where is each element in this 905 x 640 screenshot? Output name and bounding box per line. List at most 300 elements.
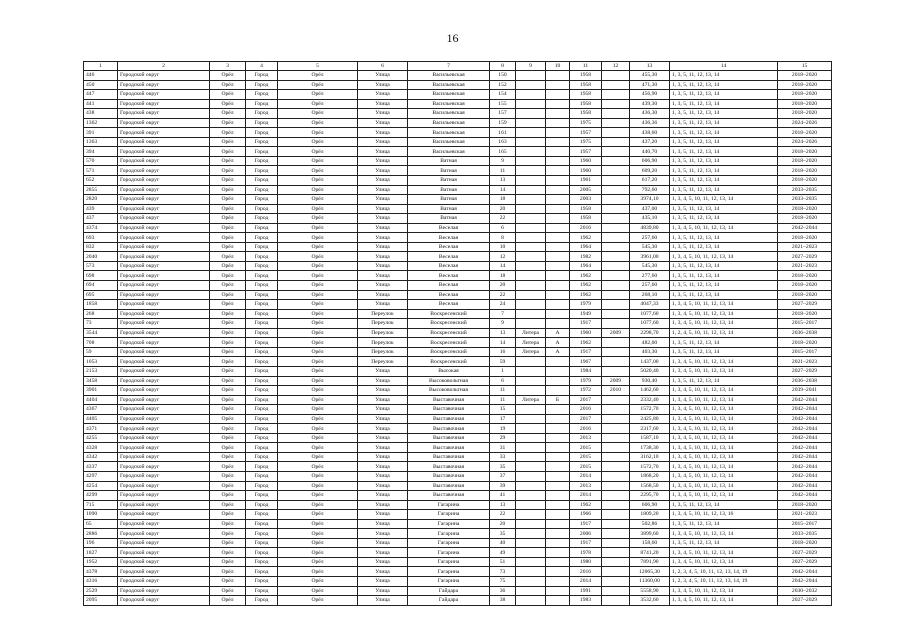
column-header: 15: [778, 62, 832, 71]
table-cell: Орёл: [210, 319, 246, 329]
table-cell: Гагарина: [408, 548, 490, 558]
table-cell: [602, 99, 630, 109]
table-cell: 1962: [570, 290, 602, 300]
page-number: 16: [446, 31, 459, 45]
table-cell: Город: [246, 500, 278, 510]
table-cell: 436,30: [630, 109, 670, 119]
table-cell: Город: [246, 576, 278, 586]
table-cell: 2018–2020: [778, 176, 832, 186]
table-cell: Орёл: [278, 309, 358, 319]
table-cell: Городской округ: [118, 529, 210, 539]
table-cell: Орёл: [210, 137, 246, 147]
table-cell: Городской округ: [118, 395, 210, 405]
table-row: [84, 452, 832, 462]
table-cell: 1053: [84, 357, 118, 367]
table-cell: Ватная: [408, 166, 490, 176]
table-cell: Воскресенский: [408, 328, 490, 338]
table-cell: Орёл: [278, 510, 358, 520]
table-cell: Город: [246, 147, 278, 157]
table-cell: 4255: [84, 433, 118, 443]
table-cell: 2015–2017: [778, 347, 832, 357]
table-cell: Орёл: [210, 414, 246, 424]
table-cell: 1966: [570, 510, 602, 520]
table-cell: [546, 185, 570, 195]
table-cell: 159: [490, 118, 516, 128]
table-cell: [546, 414, 570, 424]
table-cell: 7: [490, 309, 516, 319]
table-cell: Орёл: [210, 271, 246, 281]
table-cell: Улица: [358, 471, 408, 481]
table-cell: 1077,60: [630, 319, 670, 329]
table-cell: Городской округ: [118, 252, 210, 262]
table-cell: [546, 80, 570, 90]
table-cell: 2030–2032: [778, 586, 832, 596]
table-cell: [546, 137, 570, 147]
table-row: [84, 252, 832, 262]
table-cell: 2013: [570, 481, 602, 491]
table-cell: 2018–2020: [778, 147, 832, 157]
table-cell: 2018–2020: [778, 128, 832, 138]
table-cell: 4342: [84, 452, 118, 462]
table-cell: Выставочная: [408, 491, 490, 501]
table-cell: [516, 510, 546, 520]
table-cell: [602, 166, 630, 176]
table-cell: 1, 3, 5, 11, 12, 13, 14: [670, 80, 778, 90]
table-cell: Улица: [358, 443, 408, 453]
table-cell: [516, 519, 546, 529]
table-cell: Орёл: [210, 290, 246, 300]
table-cell: Городской округ: [118, 176, 210, 186]
table-cell: Город: [246, 491, 278, 501]
table-cell: 152: [490, 80, 516, 90]
table-cell: 51: [490, 557, 516, 567]
table-cell: Орёл: [278, 567, 358, 577]
table-cell: Выставочная: [408, 443, 490, 453]
table-cell: 2018–2020: [778, 80, 832, 90]
header-row: [84, 62, 832, 71]
table-cell: Орёл: [278, 99, 358, 109]
table-cell: Городской округ: [118, 328, 210, 338]
table-cell: [546, 529, 570, 539]
table-row: [84, 567, 832, 577]
table-cell: 1587,10: [630, 433, 670, 443]
table-cell: Орёл: [278, 596, 358, 606]
table-cell: 1, 3, 4, 5, 10, 11, 12, 13, 14: [670, 309, 778, 319]
table-cell: Выставочная: [408, 433, 490, 443]
table-cell: Городской округ: [118, 557, 210, 567]
table-cell: 4254: [84, 481, 118, 491]
table-cell: 196: [84, 538, 118, 548]
table-cell: 1, 3, 4, 5, 10, 11, 12, 13, 14: [670, 443, 778, 453]
table-cell: [516, 500, 546, 510]
table-cell: 545,30: [630, 261, 670, 271]
table-cell: [516, 176, 546, 186]
table-cell: Орёл: [278, 529, 358, 539]
table-cell: 20: [490, 519, 516, 529]
table-cell: Васильевская: [408, 71, 490, 81]
table-row: [84, 90, 832, 100]
table-cell: 40: [490, 538, 516, 548]
table-cell: Васильевская: [408, 80, 490, 90]
table-cell: [546, 366, 570, 376]
table-cell: Город: [246, 233, 278, 243]
table-cell: 1, 3, 5, 11, 12, 13, 14: [670, 242, 778, 252]
table-cell: Орёл: [278, 204, 358, 214]
table-cell: Орёл: [210, 471, 246, 481]
table-cell: А: [546, 338, 570, 348]
table-cell: [516, 376, 546, 386]
table-cell: [602, 185, 630, 195]
table-cell: [546, 452, 570, 462]
table-cell: Б: [546, 395, 570, 405]
table-cell: [602, 90, 630, 100]
table-cell: Улица: [358, 281, 408, 291]
table-cell: Орёл: [210, 366, 246, 376]
table-cell: 1, 3, 5, 11, 12, 13, 14: [670, 347, 778, 357]
table-cell: [602, 261, 630, 271]
table-cell: 2042–2044: [778, 567, 832, 577]
table-cell: 1, 3, 5, 11, 12, 13, 14: [670, 99, 778, 109]
table-cell: [546, 596, 570, 606]
table-cell: [516, 147, 546, 157]
table-cell: 6: [490, 223, 516, 233]
table-cell: 2042–2044: [778, 405, 832, 415]
table-cell: 1077,60: [630, 309, 670, 319]
table-cell: 4374: [84, 223, 118, 233]
table-cell: Орёл: [278, 328, 358, 338]
table-cell: 1975: [570, 118, 602, 128]
table-cell: 438: [84, 109, 118, 119]
table-cell: 1858: [84, 300, 118, 310]
table-cell: 11: [490, 166, 516, 176]
table-cell: 1, 3, 4, 5, 10, 11, 12, 13, 14: [670, 529, 778, 539]
table-cell: 1982: [570, 252, 602, 262]
table-cell: 2153: [84, 366, 118, 376]
table-cell: [516, 252, 546, 262]
table-cell: Орёл: [278, 481, 358, 491]
column-header: 5: [278, 62, 358, 71]
table-cell: [516, 309, 546, 319]
table-cell: [516, 156, 546, 166]
table-cell: [546, 176, 570, 186]
table-cell: Орёл: [210, 281, 246, 291]
table-cell: Васильевская: [408, 137, 490, 147]
table-cell: 2018–2020: [778, 204, 832, 214]
table-cell: 1975: [570, 137, 602, 147]
table-cell: Городской округ: [118, 586, 210, 596]
table-row: [84, 137, 832, 147]
table-cell: Орёл: [278, 271, 358, 281]
table-cell: Улица: [358, 214, 408, 224]
table-cell: 2009: [602, 328, 630, 338]
table-cell: Гагарина: [408, 510, 490, 520]
table-cell: Улица: [358, 300, 408, 310]
table-cell: 2033–2035: [778, 185, 832, 195]
table-cell: 1, 2, 3, 4, 5, 10, 11, 12, 13, 14, 19: [670, 576, 778, 586]
table-cell: 450: [84, 80, 118, 90]
table-cell: [516, 586, 546, 596]
table-cell: 1809,20: [630, 510, 670, 520]
table-cell: 2317,60: [630, 424, 670, 434]
table-cell: Васильевская: [408, 147, 490, 157]
table-cell: Веселая: [408, 290, 490, 300]
table-cell: Улица: [358, 80, 408, 90]
table-cell: 1, 3, 5, 11, 12, 13, 14: [670, 281, 778, 291]
table-cell: Город: [246, 548, 278, 558]
table-cell: [602, 195, 630, 205]
table-cell: [602, 596, 630, 606]
table-cell: Орёл: [278, 538, 358, 548]
table-cell: 1, 3, 5, 11, 12, 13, 14: [670, 71, 778, 81]
table-cell: 2018–2020: [778, 214, 832, 224]
table-cell: Высокая: [408, 366, 490, 376]
table-cell: 930,40: [630, 376, 670, 386]
table-cell: 2042–2044: [778, 576, 832, 586]
column-header: 4: [246, 62, 278, 71]
table-cell: Городской округ: [118, 223, 210, 233]
table-cell: Город: [246, 137, 278, 147]
table-cell: 4839,80: [630, 223, 670, 233]
table-cell: Орёл: [278, 338, 358, 348]
table-cell: [546, 576, 570, 586]
table-cell: [546, 261, 570, 271]
table-cell: Орёл: [278, 242, 358, 252]
table-cell: Городской округ: [118, 424, 210, 434]
table-cell: 268,10: [630, 290, 670, 300]
table-cell: Гагарина: [408, 519, 490, 529]
table-cell: Город: [246, 128, 278, 138]
table-cell: [602, 548, 630, 558]
table-cell: 163: [490, 137, 516, 147]
table-cell: Орёл: [278, 214, 358, 224]
table-row: [84, 195, 832, 205]
table-cell: Орёл: [278, 223, 358, 233]
table-cell: 2033–2035: [778, 529, 832, 539]
table-cell: 6: [490, 376, 516, 386]
table-cell: [546, 500, 570, 510]
table-cell: Городской округ: [118, 137, 210, 147]
table-cell: Город: [246, 109, 278, 119]
table-cell: Городской округ: [118, 491, 210, 501]
table-row: [84, 128, 832, 138]
table-cell: 1958: [570, 204, 602, 214]
table-cell: Орёл: [210, 491, 246, 501]
table-cell: А: [546, 328, 570, 338]
table-cell: [602, 233, 630, 243]
table-cell: Город: [246, 395, 278, 405]
table-cell: 1, 3, 4, 5, 10, 11, 12, 13, 14: [670, 462, 778, 472]
table-cell: Гагарина: [408, 538, 490, 548]
table-cell: Ватная: [408, 204, 490, 214]
table-cell: Орёл: [210, 99, 246, 109]
column-header: 3: [210, 62, 246, 71]
table-cell: Городской округ: [118, 376, 210, 386]
table-cell: Орёл: [278, 414, 358, 424]
table-cell: Орёл: [278, 557, 358, 567]
table-cell: Городской округ: [118, 281, 210, 291]
table-cell: 1, 3, 4, 5, 10, 11, 12, 13, 14: [670, 395, 778, 405]
table-cell: Городской округ: [118, 548, 210, 558]
table-cell: 3901: [84, 386, 118, 396]
table-cell: Городской округ: [118, 443, 210, 453]
table-cell: 37: [490, 471, 516, 481]
table-cell: 2018–2020: [778, 271, 832, 281]
table-cell: 9: [490, 156, 516, 166]
table-cell: Улица: [358, 576, 408, 586]
table-cell: 1, 3, 4, 5, 10, 11, 12, 13, 14: [670, 357, 778, 367]
table-cell: Город: [246, 596, 278, 606]
table-cell: Городской округ: [118, 471, 210, 481]
register-body: [84, 71, 832, 606]
table-cell: 65: [84, 519, 118, 529]
table-cell: Васильевская: [408, 109, 490, 119]
table-cell: Литера: [516, 395, 546, 405]
table-cell: 1868,20: [630, 471, 670, 481]
table-cell: 2018–2020: [778, 166, 832, 176]
table-cell: Выставочная: [408, 452, 490, 462]
table-cell: 2021–2023: [778, 510, 832, 520]
table-cell: Город: [246, 376, 278, 386]
table-cell: Орёл: [278, 156, 358, 166]
table-row: [84, 586, 832, 596]
table-cell: 11: [490, 386, 516, 396]
table-cell: 3458: [84, 376, 118, 386]
table-cell: Городской округ: [118, 147, 210, 157]
table-cell: [516, 90, 546, 100]
table-cell: Город: [246, 156, 278, 166]
table-cell: 447: [84, 90, 118, 100]
table-cell: 2042–2044: [778, 395, 832, 405]
table-cell: 49: [490, 548, 516, 558]
table-cell: Орёл: [278, 433, 358, 443]
table-row: [84, 290, 832, 300]
column-header: 1: [84, 62, 118, 71]
table-cell: 693: [84, 233, 118, 243]
table-cell: [516, 557, 546, 567]
table-cell: 609,20: [630, 166, 670, 176]
table-cell: 3974,10: [630, 195, 670, 205]
table-cell: Ватная: [408, 214, 490, 224]
table-cell: 2332,40: [630, 395, 670, 405]
table-cell: Город: [246, 214, 278, 224]
table-cell: 2027–2029: [778, 300, 832, 310]
table-cell: [602, 338, 630, 348]
table-cell: 439,30: [630, 99, 670, 109]
table-cell: 2018–2020: [778, 538, 832, 548]
table-cell: 73: [84, 319, 118, 329]
table-cell: [602, 309, 630, 319]
table-cell: 1, 3, 5, 11, 12, 13, 14: [670, 166, 778, 176]
table-cell: 1, 3, 5, 11, 12, 13, 14: [670, 519, 778, 529]
table-cell: Переулок: [358, 338, 408, 348]
table-cell: [602, 156, 630, 166]
table-cell: [602, 414, 630, 424]
table-cell: Городской округ: [118, 242, 210, 252]
table-cell: Город: [246, 328, 278, 338]
table-cell: 1, 3, 4, 5, 10, 11, 12, 13, 14: [670, 596, 778, 606]
table-cell: Улица: [358, 414, 408, 424]
table-cell: [516, 166, 546, 176]
table-cell: [546, 290, 570, 300]
table-cell: 4404: [84, 395, 118, 405]
table-cell: Улица: [358, 405, 408, 415]
table-cell: 29: [490, 433, 516, 443]
table-cell: 1991: [570, 586, 602, 596]
table-cell: 1917: [570, 347, 602, 357]
table-cell: Город: [246, 204, 278, 214]
table-cell: Орёл: [278, 128, 358, 138]
table-cell: Городской округ: [118, 538, 210, 548]
table-cell: 2018–2020: [778, 71, 832, 81]
table-cell: Гайдара: [408, 586, 490, 596]
table-cell: [516, 223, 546, 233]
table-cell: Городской округ: [118, 386, 210, 396]
table-cell: 2018–2020: [778, 99, 832, 109]
table-cell: Город: [246, 290, 278, 300]
table-cell: [516, 433, 546, 443]
table-cell: Орёл: [278, 319, 358, 329]
table-cell: 2021–2023: [778, 261, 832, 271]
table-cell: Веселая: [408, 252, 490, 262]
table-cell: Переулок: [358, 328, 408, 338]
table-cell: 2855: [84, 185, 118, 195]
table-cell: Литера: [516, 338, 546, 348]
table-cell: 1957: [570, 128, 602, 138]
table-cell: 695: [84, 290, 118, 300]
table-cell: [546, 233, 570, 243]
table-cell: 1958: [570, 80, 602, 90]
table-row: [84, 71, 832, 81]
table-cell: 1962: [570, 281, 602, 291]
table-cell: [516, 596, 546, 606]
table-cell: Орёл: [278, 452, 358, 462]
table-cell: Выставочная: [408, 414, 490, 424]
table-cell: Орёл: [278, 471, 358, 481]
table-cell: 2021–2023: [778, 242, 832, 252]
table-cell: 2016: [570, 424, 602, 434]
table-cell: Орёл: [210, 109, 246, 119]
table-cell: [602, 319, 630, 329]
table-cell: 456,90: [630, 90, 670, 100]
table-cell: 1572,70: [630, 462, 670, 472]
table-cell: Веселая: [408, 300, 490, 310]
table-cell: Орёл: [210, 462, 246, 472]
table-cell: 9: [490, 319, 516, 329]
table-cell: Литера: [516, 347, 546, 357]
table-cell: Васильевская: [408, 99, 490, 109]
table-cell: [516, 214, 546, 224]
table-cell: Улица: [358, 176, 408, 186]
table-cell: [516, 300, 546, 310]
table-cell: 2042–2044: [778, 223, 832, 233]
table-row: [84, 596, 832, 606]
table-cell: Орёл: [278, 300, 358, 310]
table-cell: 20: [490, 204, 516, 214]
table-cell: Город: [246, 281, 278, 291]
table-cell: 1, 3, 5, 11, 12, 13, 14: [670, 214, 778, 224]
table-cell: [602, 137, 630, 147]
table-cell: 2042–2044: [778, 452, 832, 462]
table-cell: 394: [84, 147, 118, 157]
table-cell: Орёл: [278, 443, 358, 453]
table-cell: 75: [490, 576, 516, 586]
table-cell: Город: [246, 557, 278, 567]
table-row: [84, 576, 832, 586]
table-cell: 2024–2026: [778, 118, 832, 128]
table-cell: 440,70: [630, 147, 670, 157]
table-cell: [546, 147, 570, 157]
table-row: [84, 118, 832, 128]
